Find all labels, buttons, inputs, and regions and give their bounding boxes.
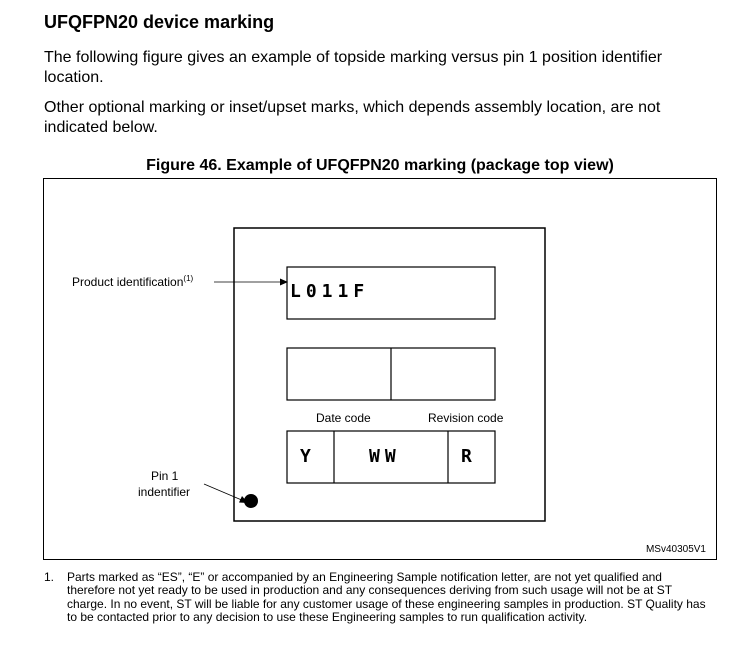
figure-title: Figure 46. Example of UFQFPN20 marking (package top view) bbox=[146, 157, 614, 174]
product-id-marking: L011F bbox=[290, 281, 370, 302]
date-code-label: Date code bbox=[316, 411, 371, 425]
figure-frame bbox=[43, 178, 717, 560]
week-marking: WW bbox=[369, 446, 401, 467]
pin1-leader bbox=[204, 484, 244, 501]
package-drawing bbox=[44, 179, 718, 561]
pin1-label-line1: Pin 1 bbox=[151, 469, 179, 483]
section-heading: UFQFPN20 device marking bbox=[44, 12, 275, 32]
revision-marking: R bbox=[461, 446, 477, 467]
package-outline bbox=[234, 228, 545, 521]
intro-paragraph: The following figure gives an example of topside marking versus pin 1 position identifier location. bbox=[44, 49, 663, 86]
note-paragraph: Other optional marking or inset/upset marks, which depends assembly location, are not indicated below. bbox=[44, 99, 661, 136]
pin1-dot bbox=[244, 494, 258, 508]
figure-reference-code: MSv40305V1 bbox=[645, 544, 706, 555]
pin1-label-line2: indentifier bbox=[138, 485, 191, 499]
product-identification-label: Product identification$^{(1)}$ bbox=[72, 274, 194, 289]
footnote-reference: (1) bbox=[183, 274, 194, 283]
year-marking: Y bbox=[300, 446, 316, 467]
footnote-number: 1. bbox=[44, 570, 55, 584]
revision-code-label: Revision code bbox=[428, 411, 504, 425]
footnote-text: Parts marked as “ES”, “E” or accompanied by an Engineering Sample notification letter, are not yet qualified and therefore not yet ready to be used in production and any consequences deriving from such usage will not be at ST charge. In no event, ST will be liable for any customer usage of these engineering samples in production. ST Quality has to be contacted prior to any decision to use these Engineering samples to run qualification activity. bbox=[67, 570, 706, 625]
